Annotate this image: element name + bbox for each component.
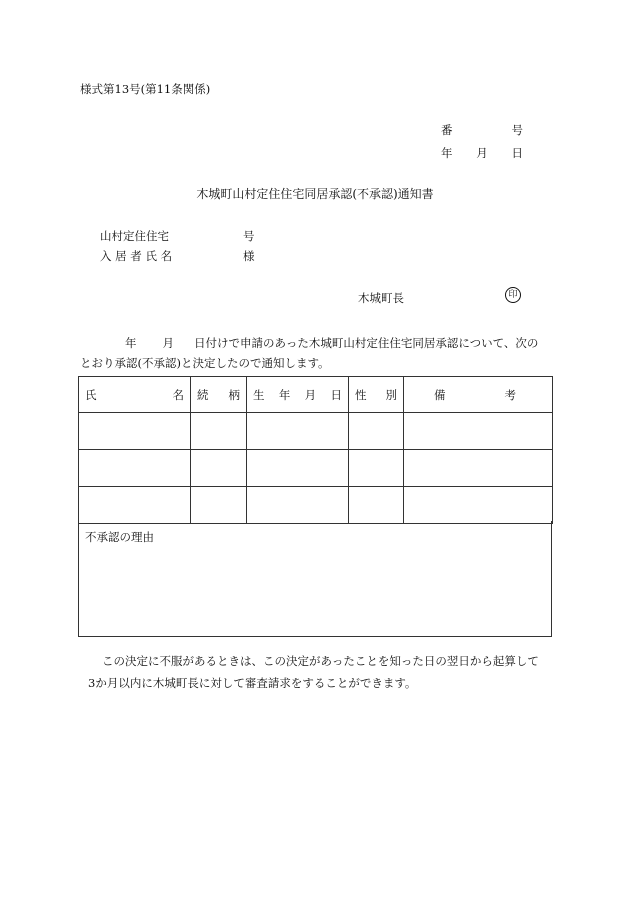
housing-number-suffix: 号 (243, 229, 255, 243)
table-row (79, 450, 553, 487)
header-relationship (191, 377, 247, 413)
housing-label: 山村定住住宅 (100, 229, 169, 243)
header-note-a: 備 (434, 387, 446, 402)
seal-mark-icon: 印 (505, 287, 521, 303)
table-cell (79, 450, 191, 487)
table-cell (404, 413, 553, 450)
header-dob-b: 年 (278, 387, 291, 402)
header-name-b: 名 (172, 387, 184, 402)
table-cell (79, 487, 191, 524)
header-remarks (404, 377, 553, 413)
table-cell (247, 413, 349, 450)
header-sex-a: 性 (355, 387, 367, 402)
body-line1-rest: 日付けで申請のあった木城町山村定住住宅同居承認について、次の (194, 336, 539, 350)
number-label-ban: 番 (441, 123, 453, 137)
table-cell (191, 413, 247, 450)
table-cell (404, 450, 553, 487)
header-name (79, 377, 191, 413)
header-note-b: 考 (504, 387, 516, 402)
body-month: 月 (162, 336, 174, 350)
table-row (79, 413, 553, 450)
resident-name-label: 入 居 者 氏 名 (100, 249, 173, 263)
header-dob-c: 月 (304, 387, 317, 402)
table-cell (349, 413, 404, 450)
date-line (441, 145, 523, 161)
table-row (79, 487, 553, 524)
date-month-label: 月 (476, 146, 488, 160)
table-cell (191, 487, 247, 524)
addressee-name-line (100, 248, 255, 264)
header-birthdate (247, 377, 349, 413)
notice-line-1: この決定に不服があるときは、この決定があったことを知った日の翌日から起算して (102, 654, 539, 668)
header-sex-b: 別 (385, 387, 397, 402)
household-member-table (78, 376, 553, 524)
appeal-notice (80, 650, 552, 694)
honorific-sama: 様 (243, 249, 255, 263)
table-cell (79, 413, 191, 450)
header-dob-d: 日 (330, 387, 342, 402)
body-text (80, 333, 552, 373)
form-number: 様式第13号(第11条関係) (80, 82, 211, 96)
header-dob-a: 生 (253, 387, 265, 402)
notice-line-2: 3か月以内に木城町長に対して審査請求をすることができます。 (88, 676, 417, 690)
date-day-label: 日 (511, 146, 523, 160)
header-name-a: 氏 (85, 387, 97, 402)
rejection-reason-box (78, 521, 552, 637)
rejection-reason-label: 不承認の理由 (85, 530, 154, 544)
table-cell (247, 450, 349, 487)
table-header-row (79, 377, 553, 413)
number-label-go: 号 (511, 123, 523, 137)
issuer-name: 木城町長 (358, 291, 404, 305)
table-cell (404, 487, 553, 524)
header-rel-b: 柄 (228, 387, 240, 402)
body-year: 年 (125, 336, 137, 350)
addressee-housing-line (100, 228, 255, 244)
table-cell (247, 487, 349, 524)
table-cell (349, 450, 404, 487)
body-line-1 (80, 333, 552, 353)
table-cell (191, 450, 247, 487)
table-cell (349, 487, 404, 524)
document-title: 木城町山村定住住宅同居承認(不承認)通知書 (196, 187, 434, 201)
date-year-label: 年 (441, 146, 453, 160)
header-sex (349, 377, 404, 413)
document-number-line (441, 122, 523, 138)
body-line-2: とおり承認(不承認)と決定したので通知します。 (80, 356, 330, 370)
header-rel-a: 続 (197, 387, 209, 402)
